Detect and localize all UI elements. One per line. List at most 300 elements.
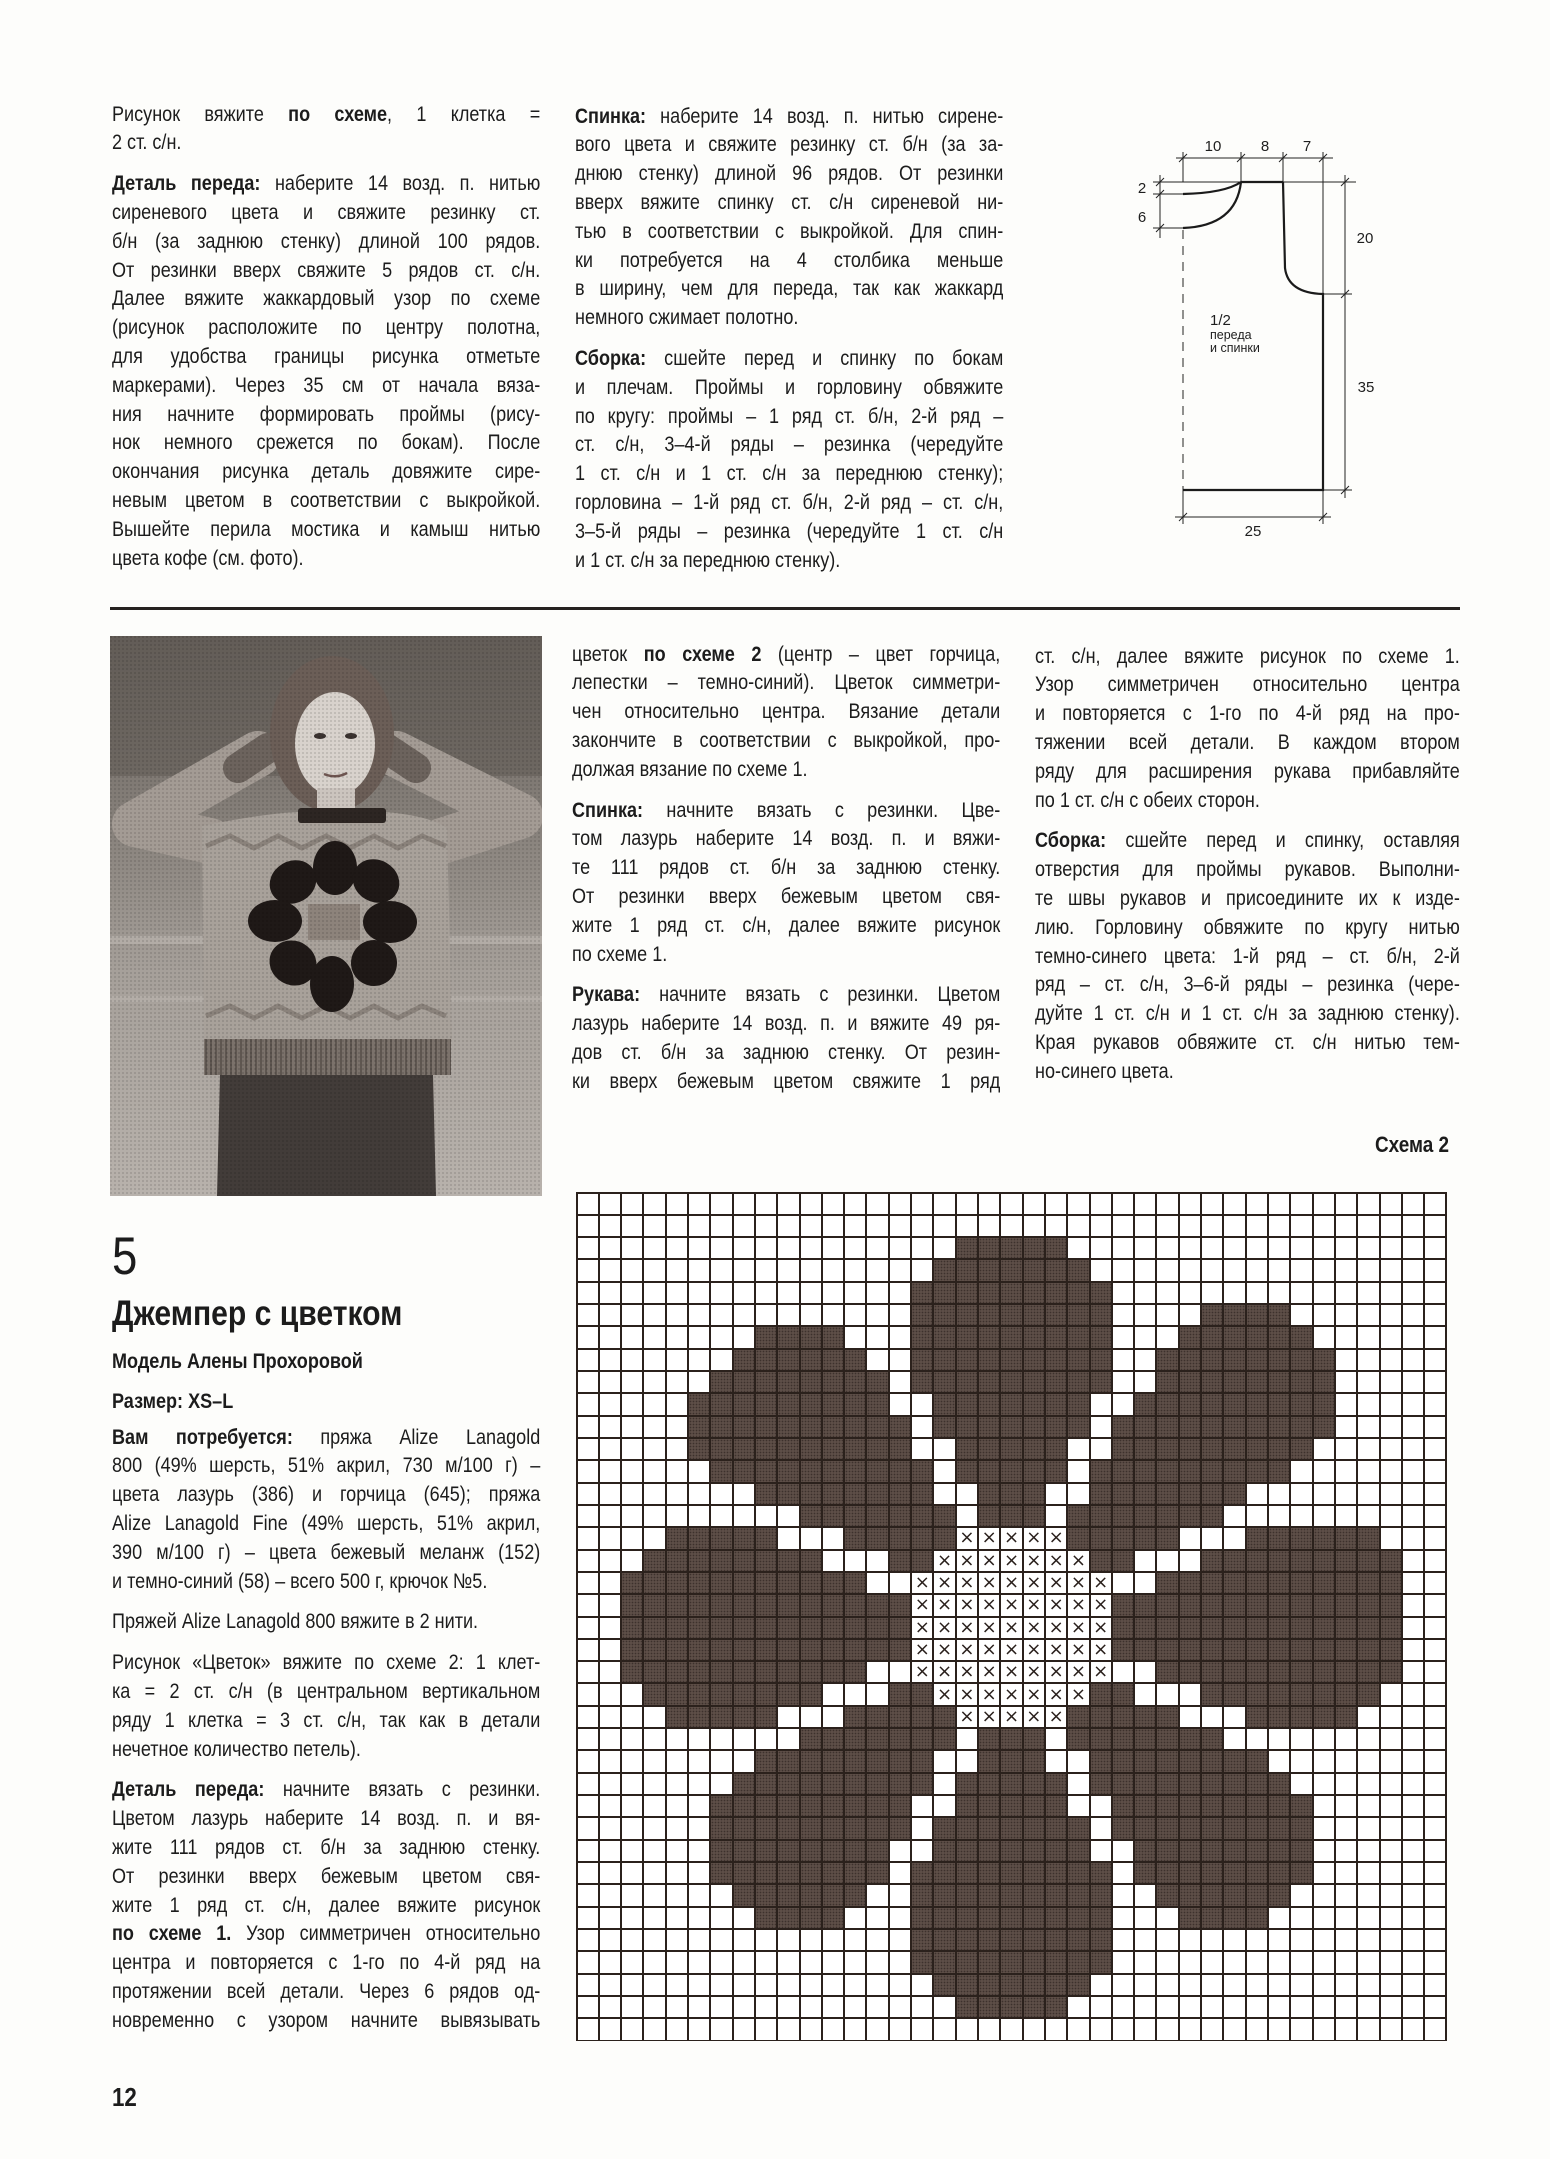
grid-cell-filled <box>1224 1327 1244 1347</box>
grid-cell-blank <box>801 1238 821 1258</box>
grid-cell-blank <box>689 1372 709 1392</box>
grid-cell-blank <box>1091 1997 1111 2017</box>
grid-cell-filled <box>711 1640 731 1660</box>
grid-cell-filled <box>1001 1305 1021 1325</box>
grid-cell-filled <box>1113 1640 1133 1660</box>
grid-cell-blank <box>667 1930 687 1950</box>
grid-cell-filled <box>711 1662 731 1682</box>
grid-cell-filled <box>1091 1350 1111 1370</box>
grid-cell-blank <box>1403 1417 1423 1437</box>
grid-cell-blank <box>1224 1238 1244 1258</box>
grid-cell-blank <box>934 1997 954 2017</box>
grid-cell-blank <box>1314 1729 1334 1749</box>
grid-cell-filled <box>1024 1908 1044 1928</box>
grid-cell-blank <box>622 1975 642 1995</box>
grid-cell-filled <box>1291 1684 1311 1704</box>
scheme-2-label: Схема 2 <box>1375 1132 1450 1157</box>
grid-cell-blank <box>600 1662 620 1682</box>
grid-cell-filled <box>1269 1640 1289 1660</box>
grid-cell-blank <box>1381 1260 1401 1280</box>
grid-cell-blank <box>578 1863 598 1883</box>
grid-cell-blank <box>1358 1461 1378 1481</box>
grid-cell-filled <box>778 1461 798 1481</box>
grid-cell-blank <box>1291 1238 1311 1258</box>
grid-cell-blank <box>734 1908 754 1928</box>
grid-cell-cross: × <box>912 1640 932 1660</box>
grid-cell-blank <box>1224 1975 1244 1995</box>
grid-cell-blank <box>1314 1461 1334 1481</box>
grid-cell-blank <box>1403 1640 1423 1660</box>
line-text: дуйте 1 ст. с/н и 1 ст. с/н за заднюю стенку). <box>1035 1002 1460 1026</box>
grid-cell-filled <box>756 1618 776 1638</box>
grid-cell-filled <box>1157 1394 1177 1414</box>
grid-cell-blank <box>1291 1975 1311 1995</box>
grid-cell-filled <box>1224 1908 1244 1928</box>
grid-cell-blank <box>1001 1194 1021 1214</box>
grid-cell-blank <box>912 1238 932 1258</box>
grid-cell-blank <box>1358 1506 1378 1526</box>
grid-cell-cross: × <box>1046 1618 1066 1638</box>
grid-cell-blank <box>711 1908 731 1928</box>
grid-cell-blank <box>1425 1618 1445 1638</box>
grid-cell-filled <box>912 1863 932 1883</box>
grid-cell-filled <box>667 1551 687 1571</box>
grid-cell-filled <box>1224 1841 1244 1861</box>
grid-cell-blank <box>778 1238 798 1258</box>
text-line <box>112 545 540 574</box>
grid-cell-blank <box>756 1729 776 1749</box>
grid-cell-filled <box>890 1751 910 1771</box>
grid-cell-blank <box>711 1350 731 1370</box>
grid-cell-filled <box>867 1506 887 1526</box>
grid-cell-filled <box>667 1595 687 1615</box>
grid-cell-filled <box>912 1461 932 1481</box>
grid-cell-filled <box>1135 1863 1155 1883</box>
grid-cell-filled <box>622 1595 642 1615</box>
grid-cell-blank <box>1269 1194 1289 1214</box>
grid-cell-blank <box>1403 1216 1423 1236</box>
grid-cell-blank <box>890 1952 910 1972</box>
grid-cell-filled <box>1091 1930 1111 1950</box>
grid-cell-blank <box>644 1930 664 1950</box>
grid-cell-blank <box>934 1484 954 1504</box>
grid-cell-filled <box>734 1774 754 1794</box>
grid-cell-blank <box>912 1796 932 1816</box>
grid-cell-filled <box>1001 1506 1021 1526</box>
grid-cell-blank <box>622 1283 642 1303</box>
grid-cell-blank <box>1113 1573 1133 1593</box>
grid-cell-blank <box>600 1774 620 1794</box>
grid-cell-blank <box>1381 1194 1401 1214</box>
grid-cell-blank <box>689 1194 709 1214</box>
grid-cell-filled <box>1046 1997 1066 2017</box>
line-text: тяжении всей детали. В каждом втором <box>1035 730 1460 754</box>
text-line <box>112 1736 540 1765</box>
grid-cell-blank <box>1425 1573 1445 1593</box>
line-text: начните вязать с резинки. Цве- <box>643 798 1001 822</box>
bold-lead: Деталь переда: <box>112 1778 265 1802</box>
grid-cell-cross: × <box>1024 1595 1044 1615</box>
grid-cell-filled <box>1314 1684 1334 1704</box>
grid-cell-blank <box>801 1930 821 1950</box>
text-line <box>112 429 540 458</box>
grid-cell-blank <box>667 2019 687 2039</box>
grid-cell-filled <box>756 1528 776 1548</box>
grid-cell-filled <box>1224 1684 1244 1704</box>
grid-cell-blank <box>600 1260 620 1280</box>
grid-cell-blank <box>1180 1707 1200 1727</box>
grid-cell-blank <box>801 1528 821 1548</box>
grid-cell-blank <box>644 1461 664 1481</box>
grid-cell-filled <box>756 1796 776 1816</box>
grid-cell-filled <box>1269 1863 1289 1883</box>
line-text: ния начните формировать проймы (рису- <box>112 402 541 426</box>
grid-cell-blank <box>957 1751 977 1771</box>
grid-cell-cross: × <box>1068 1618 1088 1638</box>
grid-cell-filled <box>1068 1327 1088 1347</box>
grid-cell-filled <box>1091 1528 1111 1548</box>
grid-cell-blank <box>734 1952 754 1972</box>
grid-cell-blank <box>1314 1327 1334 1347</box>
grid-cell-filled <box>1001 1908 1021 1928</box>
grid-cell-blank <box>1180 1260 1200 1280</box>
grid-cell-blank <box>1403 1930 1423 1950</box>
grid-cell-filled <box>1247 1774 1267 1794</box>
grid-cell-cross: × <box>957 1662 977 1682</box>
grid-cell-filled <box>1180 1908 1200 1928</box>
grid-cell-blank <box>622 1707 642 1727</box>
grid-cell-blank <box>1091 1417 1111 1437</box>
grid-cell-blank <box>578 2019 598 2039</box>
grid-cell-blank <box>1180 1216 1200 1236</box>
grid-cell-blank <box>600 2019 620 2039</box>
grid-cell-cross: × <box>957 1551 977 1571</box>
grid-cell-blank <box>578 1506 598 1526</box>
grid-cell-filled <box>1024 1260 1044 1280</box>
grid-cell-filled <box>756 1350 776 1370</box>
grid-cell-blank <box>1269 1729 1289 1749</box>
grid-cell-blank <box>1358 1751 1378 1771</box>
grid-cell-cross: × <box>979 1573 999 1593</box>
grid-cell-blank <box>867 1216 887 1236</box>
grid-cell-blank <box>1381 1707 1401 1727</box>
grid-cell-blank <box>1403 1573 1423 1593</box>
grid-cell-filled <box>1336 1640 1356 1660</box>
grid-cell-blank <box>1180 1238 1200 1258</box>
grid-cell-filled <box>622 1573 642 1593</box>
grid-cell-blank <box>667 1417 687 1437</box>
grid-cell-filled <box>1024 1238 1044 1258</box>
grid-cell-blank <box>1336 1774 1356 1794</box>
grid-cell-blank <box>823 1684 843 1704</box>
grid-cell-filled <box>1224 1461 1244 1481</box>
grid-cell-blank <box>600 1863 620 1883</box>
grid-cell-filled <box>934 1394 954 1414</box>
grid-cell-blank <box>667 1908 687 1928</box>
grid-cell-blank <box>1314 1283 1334 1303</box>
text-line <box>112 1678 540 1707</box>
line-text: маркерами). Через 35 см от начала вяза- <box>112 373 541 397</box>
grid-cell-cross: × <box>1091 1662 1111 1682</box>
grid-cell-blank <box>1425 1260 1445 1280</box>
grid-cell-blank <box>1157 1997 1177 2017</box>
grid-cell-filled <box>1247 1796 1267 1816</box>
grid-cell-blank <box>1425 1194 1445 1214</box>
grid-cell-filled <box>734 1818 754 1838</box>
grid-cell-blank <box>867 1952 887 1972</box>
grid-cell-filled <box>1068 1528 1088 1548</box>
grid-cell-blank <box>1336 1216 1356 1236</box>
grid-cell-blank <box>622 1417 642 1437</box>
grid-cell-filled <box>1358 1640 1378 1660</box>
grid-cell-blank <box>689 1908 709 1928</box>
grid-cell-blank <box>711 1506 731 1526</box>
grid-cell-blank <box>934 1774 954 1794</box>
line-text: 1 ст. с/н и 1 ст. с/н за переднюю стенку); <box>575 462 1004 486</box>
line-text: должая вязание по схеме 1. <box>572 757 808 781</box>
grid-cell-blank <box>734 1260 754 1280</box>
grid-cell-blank <box>1157 2019 1177 2039</box>
grid-cell-filled <box>867 1751 887 1771</box>
grid-cell-blank <box>622 1774 642 1794</box>
grid-cell-filled <box>711 1461 731 1481</box>
grid-cell-cross: × <box>1024 1573 1044 1593</box>
grid-cell-filled <box>823 1885 843 1905</box>
pattern-piece-label: и спинки <box>1210 341 1260 355</box>
grid-cell-blank <box>1358 1372 1378 1392</box>
grid-cell-blank <box>845 1283 865 1303</box>
grid-cell-blank <box>1046 1484 1066 1504</box>
line-text: жите 111 рядов ст. б/н за заднюю стенку. <box>112 1835 541 1859</box>
grid-cell-blank <box>667 1439 687 1459</box>
grid-cell-filled <box>912 1551 932 1571</box>
grid-cell-blank <box>734 1975 754 1995</box>
grid-cell-blank <box>1425 1863 1445 1883</box>
grid-cell-blank <box>1358 1260 1378 1280</box>
grid-cell-blank <box>622 1729 642 1749</box>
grid-cell-filled <box>801 1640 821 1660</box>
grid-cell-filled <box>1024 1997 1044 2017</box>
grid-cell-filled <box>778 1863 798 1883</box>
grid-cell-blank <box>644 1774 664 1794</box>
grid-cell-filled <box>979 1930 999 1950</box>
grid-cell-filled <box>957 1394 977 1414</box>
text-line <box>1035 643 1460 672</box>
grid-cell-blank <box>1425 1751 1445 1771</box>
grid-cell-blank <box>711 1930 731 1950</box>
grid-cell-filled <box>1001 1260 1021 1280</box>
grid-cell-blank <box>1180 1975 1200 1995</box>
grid-cell-filled <box>1024 1818 1044 1838</box>
grid-cell-blank <box>1157 1551 1177 1571</box>
grid-cell-blank <box>1425 2019 1445 2039</box>
grid-cell-filled <box>890 1818 910 1838</box>
grid-cell-filled <box>1224 1484 1244 1504</box>
grid-cell-filled <box>778 1684 798 1704</box>
grid-cell-filled <box>1381 1662 1401 1682</box>
grid-cell-blank <box>1202 1707 1222 1727</box>
grid-cell-blank <box>711 1751 731 1771</box>
grid-cell-filled <box>1291 1640 1311 1660</box>
grid-cell-blank <box>1224 1283 1244 1303</box>
garment-outline <box>1183 182 1323 490</box>
grid-cell-filled <box>845 1394 865 1414</box>
grid-cell-filled <box>1180 1662 1200 1682</box>
grid-cell-filled <box>1291 1707 1311 1727</box>
grid-cell-blank <box>1291 1506 1311 1526</box>
grid-cell-blank <box>667 1841 687 1861</box>
grid-cell-filled <box>756 1484 776 1504</box>
grid-cell-blank <box>1291 1283 1311 1303</box>
grid-cell-blank <box>823 1707 843 1727</box>
grid-cell-filled <box>778 1774 798 1794</box>
grid-cell-blank <box>756 1305 776 1325</box>
dimension-label: 20 <box>1356 230 1374 247</box>
grid-cell-filled <box>667 1684 687 1704</box>
grid-cell-blank <box>1001 1216 1021 1236</box>
grid-cell-blank <box>1046 1751 1066 1771</box>
grid-cell-filled <box>1224 1618 1244 1638</box>
grid-cell-cross: × <box>957 1618 977 1638</box>
grid-cell-filled <box>667 1618 687 1638</box>
grid-cell-blank <box>823 1997 843 2017</box>
text-line <box>1035 971 1460 1000</box>
grid-cell-filled <box>1202 1684 1222 1704</box>
grid-cell-blank <box>1403 1975 1423 1995</box>
grid-cell-filled <box>689 1595 709 1615</box>
grid-cell-blank <box>578 1640 598 1660</box>
grid-cell-blank <box>1113 1885 1133 1905</box>
grid-cell-filled <box>1224 1774 1244 1794</box>
grid-cell-blank <box>1113 1216 1133 1236</box>
grid-cell-filled <box>1135 1394 1155 1414</box>
grid-cell-filled <box>1180 1863 1200 1883</box>
grid-cell-filled <box>1224 1885 1244 1905</box>
grid-cell-filled <box>1291 1595 1311 1615</box>
grid-cell-filled <box>934 1908 954 1928</box>
grid-cell-blank <box>1425 1952 1445 1972</box>
text-line <box>575 275 1003 304</box>
grid-cell-filled <box>912 1350 932 1370</box>
grid-cell-filled <box>734 1439 754 1459</box>
grid-cell-filled <box>979 1394 999 1414</box>
grid-cell-filled <box>1314 1350 1334 1370</box>
grid-cell-blank <box>1336 2019 1356 2039</box>
grid-cell-filled <box>711 1684 731 1704</box>
grid-cell-filled <box>823 1327 843 1347</box>
line-text: 800 (49% шерсть, 51% акрил, 730 м/100 г) – <box>112 1454 541 1478</box>
grid-cell-blank <box>1247 1729 1267 1749</box>
grid-cell-blank <box>1403 1595 1423 1615</box>
grid-cell-blank <box>689 1796 709 1816</box>
grid-cell-blank <box>711 1216 731 1236</box>
grid-cell-filled <box>1314 1595 1334 1615</box>
paragraph <box>575 345 1003 575</box>
grid-cell-filled <box>823 1350 843 1370</box>
grid-cell-blank <box>600 1327 620 1347</box>
grid-cell-blank <box>1336 1394 1356 1414</box>
project-designer: Модель Алены Прохоровой <box>112 1350 363 1373</box>
grid-cell-blank <box>979 1194 999 1214</box>
grid-cell-filled <box>1024 1774 1044 1794</box>
grid-cell-blank <box>1091 1975 1111 1995</box>
grid-cell-filled <box>1068 1952 1088 1972</box>
bold-lead: Сборка: <box>1035 829 1107 853</box>
grid-cell-blank <box>867 1194 887 1214</box>
dimension-label: 8 <box>1260 138 1270 155</box>
grid-cell-cross: × <box>912 1573 932 1593</box>
grid-cell-cross: × <box>957 1707 977 1727</box>
grid-cell-filled <box>801 1484 821 1504</box>
grid-cell-filled <box>1247 1662 1267 1682</box>
grid-cell-filled <box>979 1461 999 1481</box>
line-text: те швы рукавов и присоедините их к изде- <box>1035 886 1460 910</box>
grid-cell-blank <box>867 1573 887 1593</box>
text-line <box>1035 758 1460 787</box>
grid-cell-filled <box>934 1975 954 1995</box>
grid-cell-filled <box>1269 1618 1289 1638</box>
grid-cell-filled <box>934 1818 954 1838</box>
grid-cell-filled <box>1269 1841 1289 1861</box>
grid-cell-blank <box>1358 1908 1378 1928</box>
text-line <box>1035 729 1460 758</box>
grid-cell-filled <box>934 1863 954 1883</box>
grid-cell-blank <box>667 1975 687 1995</box>
grid-cell-filled <box>1224 1350 1244 1370</box>
grid-cell-filled <box>801 1595 821 1615</box>
grid-cell-blank <box>1381 1684 1401 1704</box>
grid-cell-filled <box>1180 1885 1200 1905</box>
grid-cell-filled <box>845 1372 865 1392</box>
grid-cell-filled <box>1024 1484 1044 1504</box>
grid-cell-filled <box>934 1327 954 1347</box>
grid-cell-blank <box>1336 1372 1356 1392</box>
grid-cell-blank <box>1224 1528 1244 1548</box>
grid-cell-filled <box>1001 1841 1021 1861</box>
grid-cell-filled <box>823 1863 843 1883</box>
grid-cell-filled <box>979 1417 999 1437</box>
line-text: темно-синего цвета: 1-й ряд – ст. б/н, 2-й <box>1035 944 1460 968</box>
line-text: закончите в соответствии с выкройкой, про- <box>572 728 1001 752</box>
grid-cell-blank <box>1202 1283 1222 1303</box>
text-line <box>575 304 1003 333</box>
grid-cell-cross: × <box>1068 1662 1088 1682</box>
grid-cell-filled <box>979 1283 999 1303</box>
grid-cell-filled <box>1336 1684 1356 1704</box>
grid-cell-blank <box>600 1506 620 1526</box>
grid-cell-blank <box>979 1216 999 1236</box>
grid-cell-blank <box>600 1640 620 1660</box>
grid-cell-filled <box>1202 1774 1222 1794</box>
grid-cell-blank <box>600 1930 620 1950</box>
text-line <box>575 374 1003 403</box>
grid-cell-filled <box>845 1707 865 1727</box>
grid-cell-filled <box>1358 1618 1378 1638</box>
grid-cell-blank <box>1336 1283 1356 1303</box>
grid-cell-blank <box>845 1305 865 1325</box>
grid-cell-filled <box>756 1908 776 1928</box>
line-text: ст. с/н, 3–4-й ряды – резинка (чередуйте <box>575 433 1004 457</box>
grid-cell-blank <box>1269 1751 1289 1771</box>
grid-cell-filled <box>734 1595 754 1615</box>
grid-cell-blank <box>912 1841 932 1861</box>
grid-cell-blank <box>1224 1952 1244 1972</box>
grid-cell-blank <box>600 1350 620 1370</box>
grid-cell-filled <box>934 1707 954 1727</box>
grid-cell-filled <box>957 1372 977 1392</box>
grid-cell-blank <box>1336 1841 1356 1861</box>
text-line <box>572 825 1000 854</box>
